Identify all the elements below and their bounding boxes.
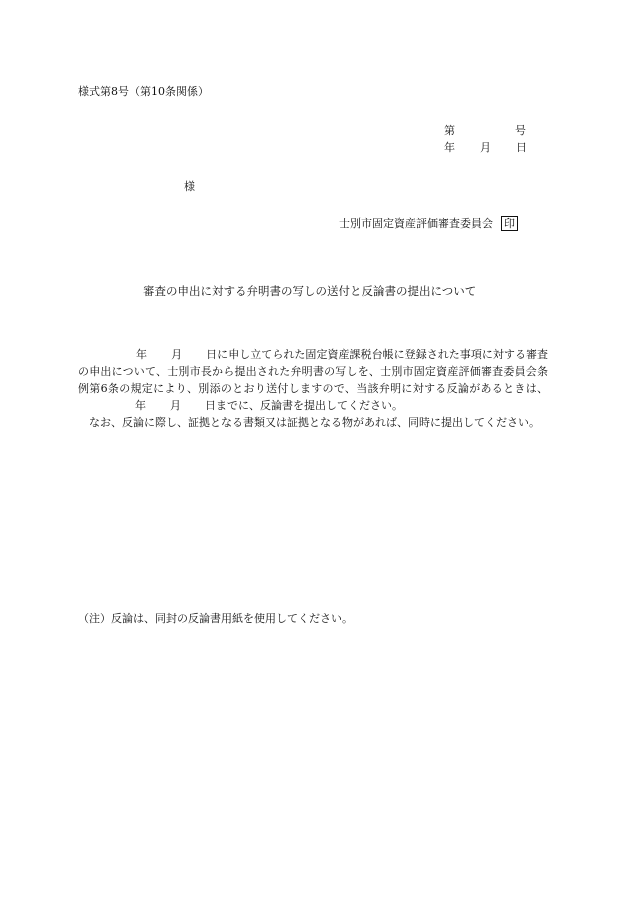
body-text-1: 日に申し立てられた固定資産課税台帳に登録された事項に対する審査の申出について、士別市長から提出された弁明書の写しを、士別市固定資産評価審査委員会条例第6条の規定により、別添のとおり送付しますので、当該弁明に対する反論があるときは、 bbox=[78, 348, 549, 395]
body-text-2: 日までに、反論書を提出してください。 bbox=[205, 399, 403, 412]
addressee: 様 bbox=[184, 180, 195, 193]
footnote: （注）反論は、同封の反論書用紙を使用してください。 bbox=[78, 612, 353, 625]
date-month: 月 bbox=[480, 141, 491, 154]
body-paragraph-1 bbox=[78, 346, 548, 414]
body-year-2: 年 bbox=[135, 399, 146, 412]
body-year-1: 年 bbox=[136, 348, 148, 361]
sender-name: 士別市固定資産評価審査委員会 bbox=[339, 216, 493, 230]
body-paragraph-2: なお、反論に際し、証拠となる書類又は証拠となる物があれば、同時に提出してください。 bbox=[78, 416, 540, 429]
date-day: 日 bbox=[516, 141, 527, 154]
form-number: 様式第8号（第10条関係） bbox=[78, 85, 209, 98]
number-suffix: 号 bbox=[515, 124, 526, 137]
number-prefix: 第 bbox=[444, 124, 455, 137]
document-body bbox=[78, 346, 548, 431]
sender-block bbox=[339, 216, 518, 231]
document-number-line bbox=[444, 124, 526, 138]
seal-mark: 印 bbox=[501, 216, 518, 231]
body-month-1: 月 bbox=[171, 348, 183, 361]
date-year: 年 bbox=[444, 141, 455, 154]
date-line bbox=[444, 141, 527, 155]
document-subject: 審査の申出に対する弁明書の写しの送付と反論書の提出について bbox=[143, 284, 477, 298]
body-month-2: 月 bbox=[170, 399, 181, 412]
